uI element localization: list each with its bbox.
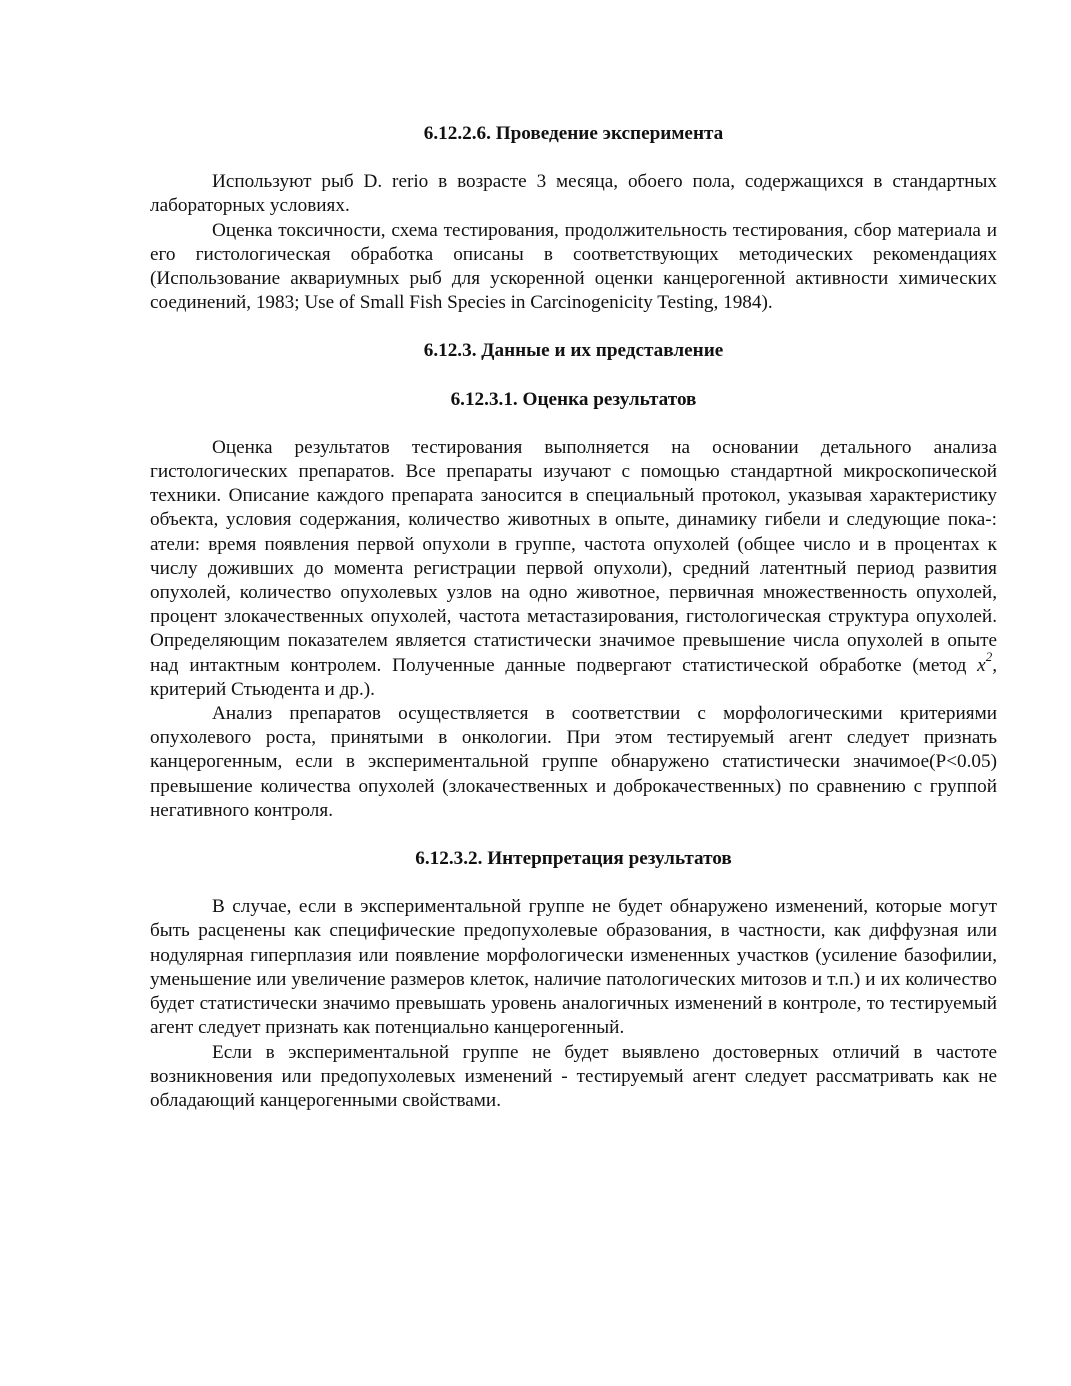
paragraph-interpretation-2: Если в экспериментальной группе не будет выявлено достоверных отличий в частоте возникновения или предопухолевых изменений - тестируемый агент следует рассматривать как не обладающий канцерогенными свойствами. bbox=[150, 1041, 997, 1111]
paragraph-interpretation-1: В случае, если в экспериментальной группе не будет обнаружено изменений, которые могут быть расценены как специфические предопухолевые образования, в частности, как диффузная или нодулярная гиперплазия или появление морфологически измененных участков (усиление базофилии, уменьшение или увеличение размеров клеток, наличие патологических митозов и т.п.) и их количество будет статистически значимо превышать уровень аналогичных изменений в контроле, то тестируемый агент следует признать как потенциально канцерогенный. bbox=[150, 896, 997, 1039]
section-heading-experiment: 6.12.2.6. Проведение эксперимента bbox=[423, 123, 724, 144]
section-heading-evaluation: 6.12.3.1. Оценка результатов bbox=[450, 388, 697, 410]
paragraph-fish: Используют рыб D. rerio в возрасте 3 месяца, обоего пола, содержащихся в стандартных лабораторных условиях. bbox=[150, 171, 997, 217]
evaluation-text-start: Оценка результатов тестирования выполняется на основании детального анализа гистологических препаратов. Все препараты изучают с помощью стандартной микроскопической техники. Описание каждого препарата заносится в специальный протокол, указывая характеристику объекта, условия содержания, количество животных в опыте, динамику гибели и следующие пока-: атели: время появления первой опухоли в группе, частота опухолей (общее число и в процентах к числу доживших до момента регистрации первой опухоли), средний латентный период развития опухолей, количество опухолевых узлов на одно животное, первичная множественность опухолей, процент злокачественных опухолей, частота метастазирования, гистологическая структура опухолей. Определяющим показателем является статистически значимое превышение числа опухолей в опыте над интактным контролем. Полученные данные подвергают статистической обработке (метод bbox=[150, 436, 997, 676]
document-page bbox=[150, 122, 997, 1113]
formula-comma: , bbox=[992, 654, 997, 676]
formula-exponent: 2 bbox=[985, 649, 993, 665]
evaluation-text-end: критерий Стьюдента и др.). bbox=[150, 678, 375, 700]
formula-base: x bbox=[977, 654, 986, 676]
section-heading-data: 6.12.3. Данные и их представление bbox=[423, 340, 724, 362]
paragraph-evaluation bbox=[150, 436, 997, 702]
paragraph-toxicity: Оценка токсичности, схема тестирования, продолжительность тестирования, сбор материала и его гистологическая обработка описаны в соответствующих методических рекомендациях (Использование аквариумных рыб для ускоренной оценки канцерогенной активности химических соединений, 1983; Use of Small Fish Species in Carcinogenicity Testing, 1984). bbox=[150, 219, 997, 314]
paragraph-analysis: Анализ препаратов осуществляется в соответствии с морфологическими критериями опухолевого роста, принятыми в онкологии. При этом тестируемый агент следует признать канцерогенным, если в экспериментальной группе обнаружено статистически значимое(P<0.05) превышение количества опухолей (злокачественных и доброкачественных) по сравнению с группой негативного контроля. bbox=[150, 703, 997, 821]
chi-square-formula bbox=[977, 649, 997, 676]
section-heading-interpretation: 6.12.3.2. Интерпретация результатов bbox=[415, 848, 732, 870]
